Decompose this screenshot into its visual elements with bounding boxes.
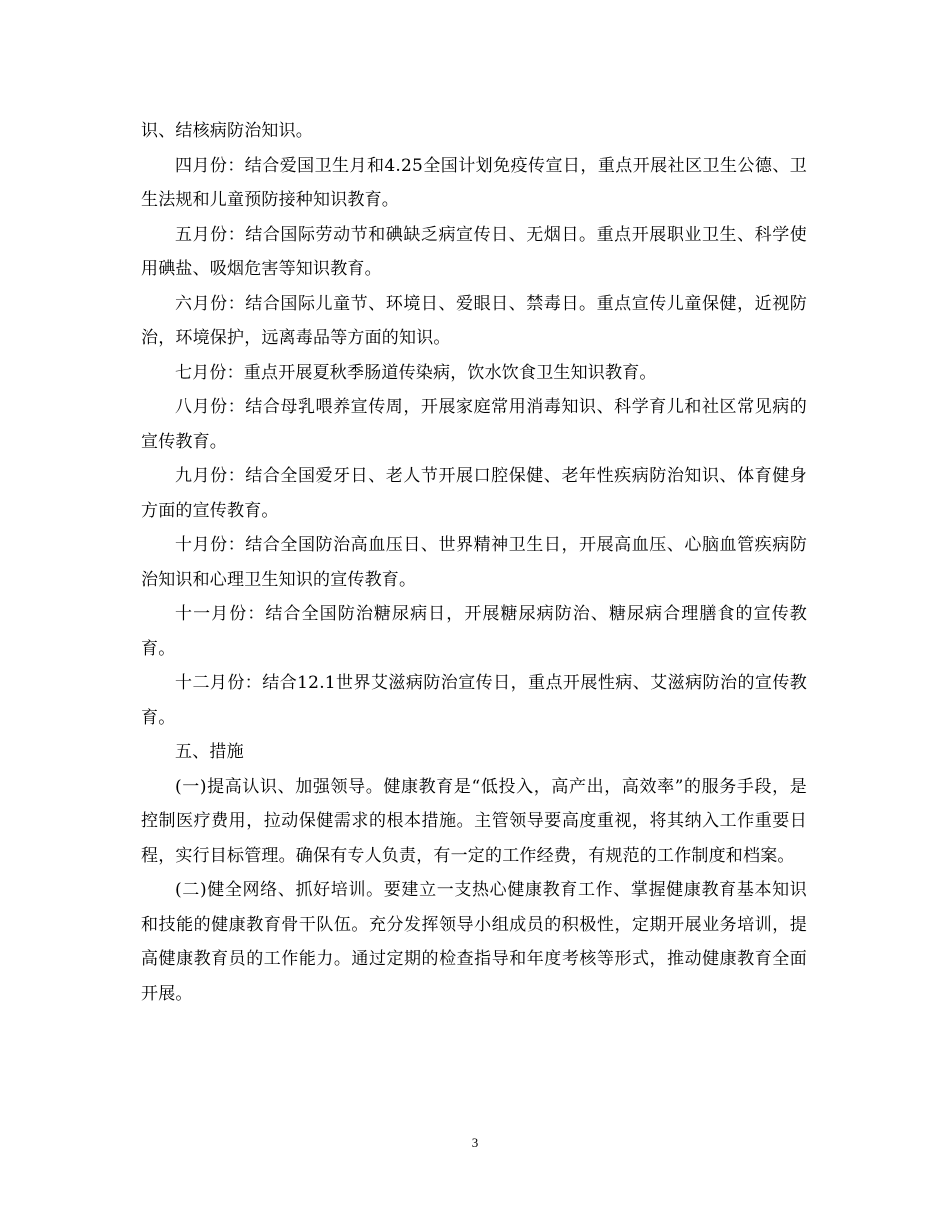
paragraph-measure-2: (二)健全网络、抓好培训。要建立一支热心健康教育工作、掌握健康教育基本知识和技能的健康教育骨干队伍。充分发挥领导小组成员的积极性，定期开展业务培训，提高健康教育员的工作能力。通过定期的检查指导和年度考核等形式，推动健康教育全面开展。 [141,880,807,1004]
paragraph-april: 四月份：结合爱国卫生月和4.25全国计划免疫传宣日，重点开展社区卫生公德、卫生法规和儿童预防接种知识教育。 [141,155,807,210]
paragraph-continuation: 识、结核病防治知识。 [141,121,313,141]
paragraph-september: 九月份：结合全国爱牙日、老人节开展口腔保健、老年性疾病防治知识、体育健身方面的宣传教育。 [141,466,807,521]
paragraph-october: 十月份：结合全国防治高血压日、世界精神卫生日，开展高血压、心脑血管疾病防治知识和心理卫生知识的宣传教育。 [141,535,807,590]
document-body [141,114,807,1011]
paragraph-august: 八月份：结合母乳喂养宣传周，开展家庭常用消毒知识、科学育儿和社区常见病的宣传教育。 [141,397,807,452]
paragraph-may: 五月份：结合国际劳动节和碘缺乏病宣传日、无烟日。重点开展职业卫生、科学使用碘盐、吸烟危害等知识教育。 [141,224,807,279]
paragraph-november: 十一月份：结合全国防治糖尿病日，开展糖尿病防治、糖尿病合理膳食的宣传教育。 [141,604,807,659]
paragraph-measure-1: (一)提高认识、加强领导。健康教育是“低投入，高产出，高效率”的服务手段，是控制医疗费用，拉动保健需求的根本措施。主管领导要高度重视，将其纳入工作重要日程，实行目标管理。确保有专人负责，有一定的工作经费，有规范的工作制度和档案。 [141,776,807,866]
paragraph-december: 十二月份：结合12.1世界艾滋病防治宣传日，重点开展性病、艾滋病防治的宣传教育。 [141,673,807,728]
paragraph-june: 六月份：结合国际儿童节、环境日、爱眼日、禁毒日。重点宣传儿童保健，近视防治，环境保护，远离毒品等方面的知识。 [141,293,807,348]
paragraph-july: 七月份：重点开展夏秋季肠道传染病，饮水饮食卫生知识教育。 [175,362,657,383]
page-number: 3 [471,1135,479,1150]
section-heading-measures: 五、措施 [175,742,244,762]
